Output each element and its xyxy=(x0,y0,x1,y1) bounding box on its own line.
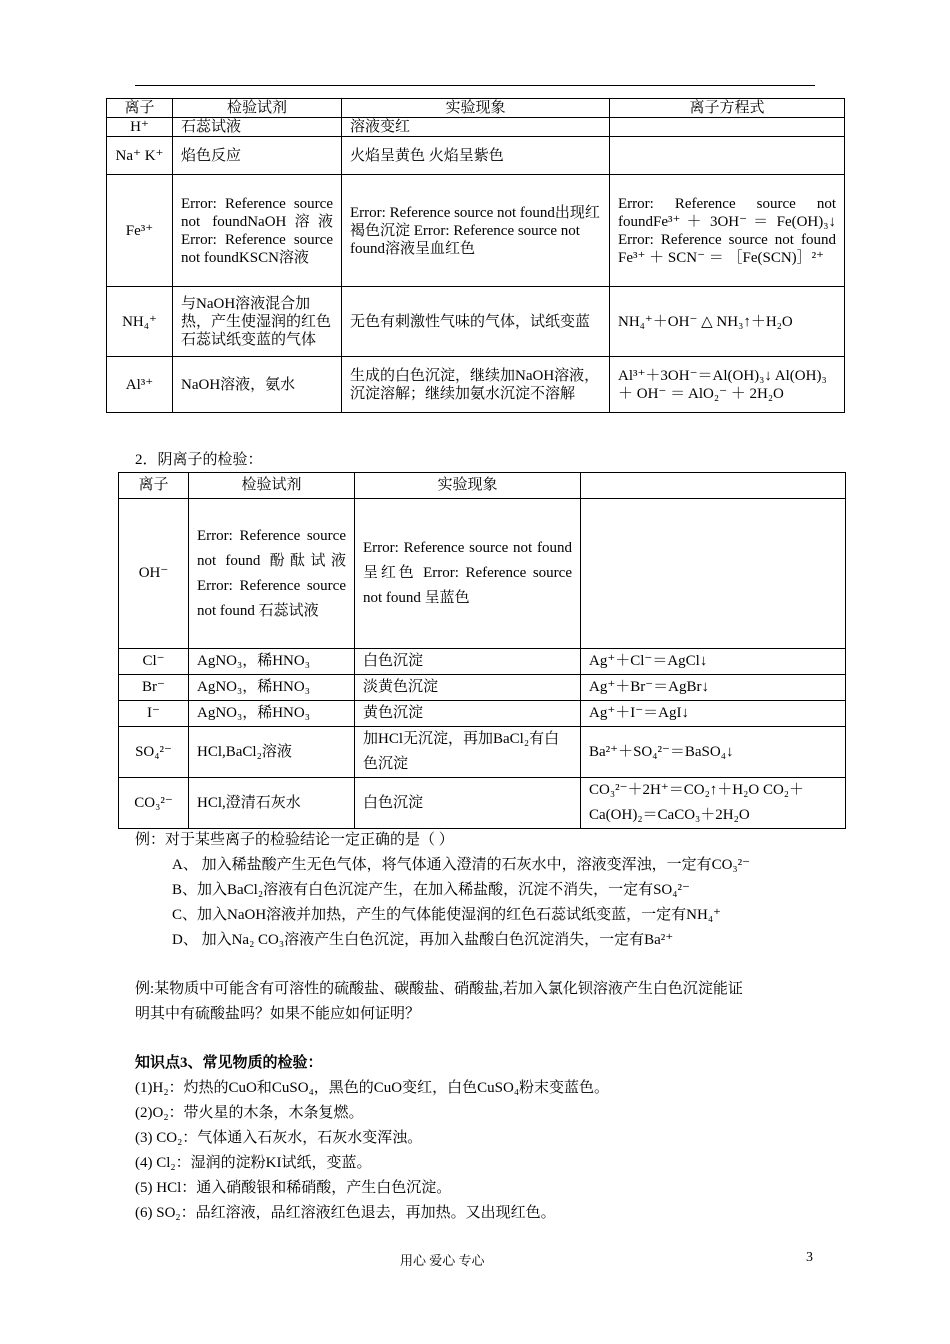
table2-header-equation xyxy=(581,473,846,499)
phenomenon-cell: Error: Reference source not found 呈红色 Error: Reference source not found 呈蓝色 xyxy=(355,499,581,649)
ion-cell: SO₄²⁻ xyxy=(119,727,189,778)
table-row xyxy=(107,118,845,137)
section2-title: 2．阴离子的检验： xyxy=(135,452,263,468)
reagent-cell: AgNO₃，稀HNO₃ xyxy=(189,649,355,675)
example1-option-d: D、 加入Na₂ CO₃溶液产生白色沉淀，再加入盐酸白色沉淀消失，一定有Ba²⁺ xyxy=(172,932,674,948)
reagent-cell: NaOH溶液，氨水 xyxy=(173,357,342,413)
equation-cell xyxy=(610,118,845,137)
equation-cell: Ag⁺＋Br⁻＝AgBr↓ xyxy=(581,675,846,701)
ion-cell: CO₃²⁻ xyxy=(119,778,189,829)
phenomenon-cell: 黄色沉淀 xyxy=(355,701,581,727)
table-row xyxy=(107,137,845,175)
section3-title: 知识点3、常见物质的检验： xyxy=(135,1055,323,1071)
page-number: 3 xyxy=(806,1250,813,1265)
section3-item: (4) Cl₂：湿润的淀粉KI试纸，变蓝。 xyxy=(135,1155,372,1171)
reagent-cell: 焰色反应 xyxy=(173,137,342,175)
table-row xyxy=(119,675,846,701)
table-row xyxy=(119,649,846,675)
reagent-cell: AgNO₃，稀HNO₃ xyxy=(189,701,355,727)
table-row xyxy=(119,727,846,778)
section3-item: (1)H₂：灼热的CuO和CuSO₄，黑色的CuO变红，白色CuSO₄粉末变蓝色。 xyxy=(135,1080,610,1096)
table-row xyxy=(119,778,846,829)
section3-item: (5) HCl：通入硝酸银和稀硝酸，产生白色沉淀。 xyxy=(135,1180,452,1196)
table1-header-phenomenon: 实验现象 xyxy=(342,99,610,118)
equation-cell: Al³⁺＋3OH⁻＝Al(OH)₃↓ Al(OH)₃ ＋ OH⁻ ＝ AlO₂⁻ ＋ 2H₂O xyxy=(610,357,845,413)
equation-cell: Error: Reference source not foundFe³⁺ ＋ 3OH⁻ ＝ Fe(OH)₃↓ Error: Reference source not found Fe³⁺ ＋ SCN⁻ ＝ ［Fe(SCN)］²⁺ xyxy=(610,175,845,287)
ion-cell: NH₄⁺ xyxy=(107,287,173,357)
example1-option-a: A、 加入稀盐酸产生无色气体，将气体通入澄清的石灰水中，溶液变浑浊，一定有CO₃²⁻ xyxy=(172,857,751,873)
phenomenon-cell: 生成的白色沉淀，继续加NaOH溶液，沉淀溶解；继续加氨水沉淀不溶解 xyxy=(342,357,610,413)
ion-cell: Cl⁻ xyxy=(119,649,189,675)
table-row xyxy=(107,287,845,357)
phenomenon-cell: 淡黄色沉淀 xyxy=(355,675,581,701)
table1-header-equation: 离子方程式 xyxy=(610,99,845,118)
equation-cell xyxy=(581,499,846,649)
phenomenon-cell: 白色沉淀 xyxy=(355,778,581,829)
reagent-cell: 与NaOH溶液混合加热，产生使湿润的红色石蕊试纸变蓝的气体 xyxy=(173,287,342,357)
section3-item: (2)O₂：带火星的木条，木条复燃。 xyxy=(135,1105,364,1121)
reagent-cell: 石蕊试液 xyxy=(173,118,342,137)
section3-item: (6) SO₂：品红溶液，品红溶液红色退去，再加热。又出现红色。 xyxy=(135,1205,556,1221)
cation-test-table xyxy=(106,98,845,413)
reagent-cell: Error: Reference source not found 酚酞试液 Error: Reference source not found 石蕊试液 xyxy=(189,499,355,649)
equation-cell xyxy=(610,137,845,175)
anion-test-table xyxy=(118,472,846,829)
ion-cell: Na⁺ K⁺ xyxy=(107,137,173,175)
ion-cell: H⁺ xyxy=(107,118,173,137)
header-rule xyxy=(135,85,815,86)
reagent-cell: Error: Reference source not foundNaOH溶液 Error: Reference source not foundKSCN溶液 xyxy=(173,175,342,287)
ion-cell: Al³⁺ xyxy=(107,357,173,413)
equation-cell: Ag⁺＋I⁻＝AgI↓ xyxy=(581,701,846,727)
equation-cell: CO₃²⁻＋2H⁺＝CO₂↑＋H₂O CO₂＋Ca(OH)₂＝CaCO₃＋2H₂O xyxy=(581,778,846,829)
ion-cell: Fe³⁺ xyxy=(107,175,173,287)
table2-header-reagent: 检验试剂 xyxy=(189,473,355,499)
table-row xyxy=(119,499,846,649)
reagent-cell: AgNO₃，稀HNO₃ xyxy=(189,675,355,701)
ion-cell: OH⁻ xyxy=(119,499,189,649)
table1-header-ion: 离子 xyxy=(107,99,173,118)
example1-option-c: C、加入NaOH溶液并加热，产生的气体能使湿润的红色石蕊试纸变蓝，一定有NH₄⁺ xyxy=(172,907,721,923)
table-row xyxy=(119,701,846,727)
table-row xyxy=(107,357,845,413)
equation-cell: Ag⁺＋Cl⁻＝AgCl↓ xyxy=(581,649,846,675)
phenomenon-cell: 加HCl无沉淀，再加BaCl₂有白色沉淀 xyxy=(355,727,581,778)
page-footer: 用心 爱心 专心 xyxy=(400,1253,485,1268)
equation-cell: Ba²⁺＋SO₄²⁻＝BaSO₄↓ xyxy=(581,727,846,778)
example2-line2: 明其中有硫酸盐吗？如果不能应如何证明？ xyxy=(135,1006,421,1022)
equation-cell: NH₄⁺＋OH⁻ △ NH₃↑＋H₂O xyxy=(610,287,845,357)
phenomenon-cell: 白色沉淀 xyxy=(355,649,581,675)
phenomenon-cell: 溶液变红 xyxy=(342,118,610,137)
ion-cell: Br⁻ xyxy=(119,675,189,701)
table2-header-ion: 离子 xyxy=(119,473,189,499)
reagent-cell: HCl,BaCl₂溶液 xyxy=(189,727,355,778)
reagent-cell: HCl,澄清石灰水 xyxy=(189,778,355,829)
table-row xyxy=(107,175,845,287)
phenomenon-cell: 无色有刺激性气味的气体，试纸变蓝 xyxy=(342,287,610,357)
ion-cell: I⁻ xyxy=(119,701,189,727)
phenomenon-cell: Error: Reference source not found出现红褐色沉淀 Error: Reference source not found溶液呈血红色 xyxy=(342,175,610,287)
example1-question: 例：对于某些离子的检验结论一定正确的是（ ） xyxy=(135,832,454,848)
example1-option-b: B、加入BaCl₂溶液有白色沉淀产生，在加入稀盐酸，沉淀不消失，一定有SO₄²⁻ xyxy=(172,882,690,898)
table1-header-reagent: 检验试剂 xyxy=(173,99,342,118)
phenomenon-cell: 火焰呈黄色 火焰呈紫色 xyxy=(342,137,610,175)
example2-line1: 例:某物质中可能含有可溶性的硫酸盐、碳酸盐、硝酸盐,若加入氯化钡溶液产生白色沉淀能证 xyxy=(135,981,743,997)
section3-item: (3) CO₂：气体通入石灰水，石灰水变浑浊。 xyxy=(135,1130,423,1146)
table2-header-phenomenon: 实验现象 xyxy=(355,473,581,499)
